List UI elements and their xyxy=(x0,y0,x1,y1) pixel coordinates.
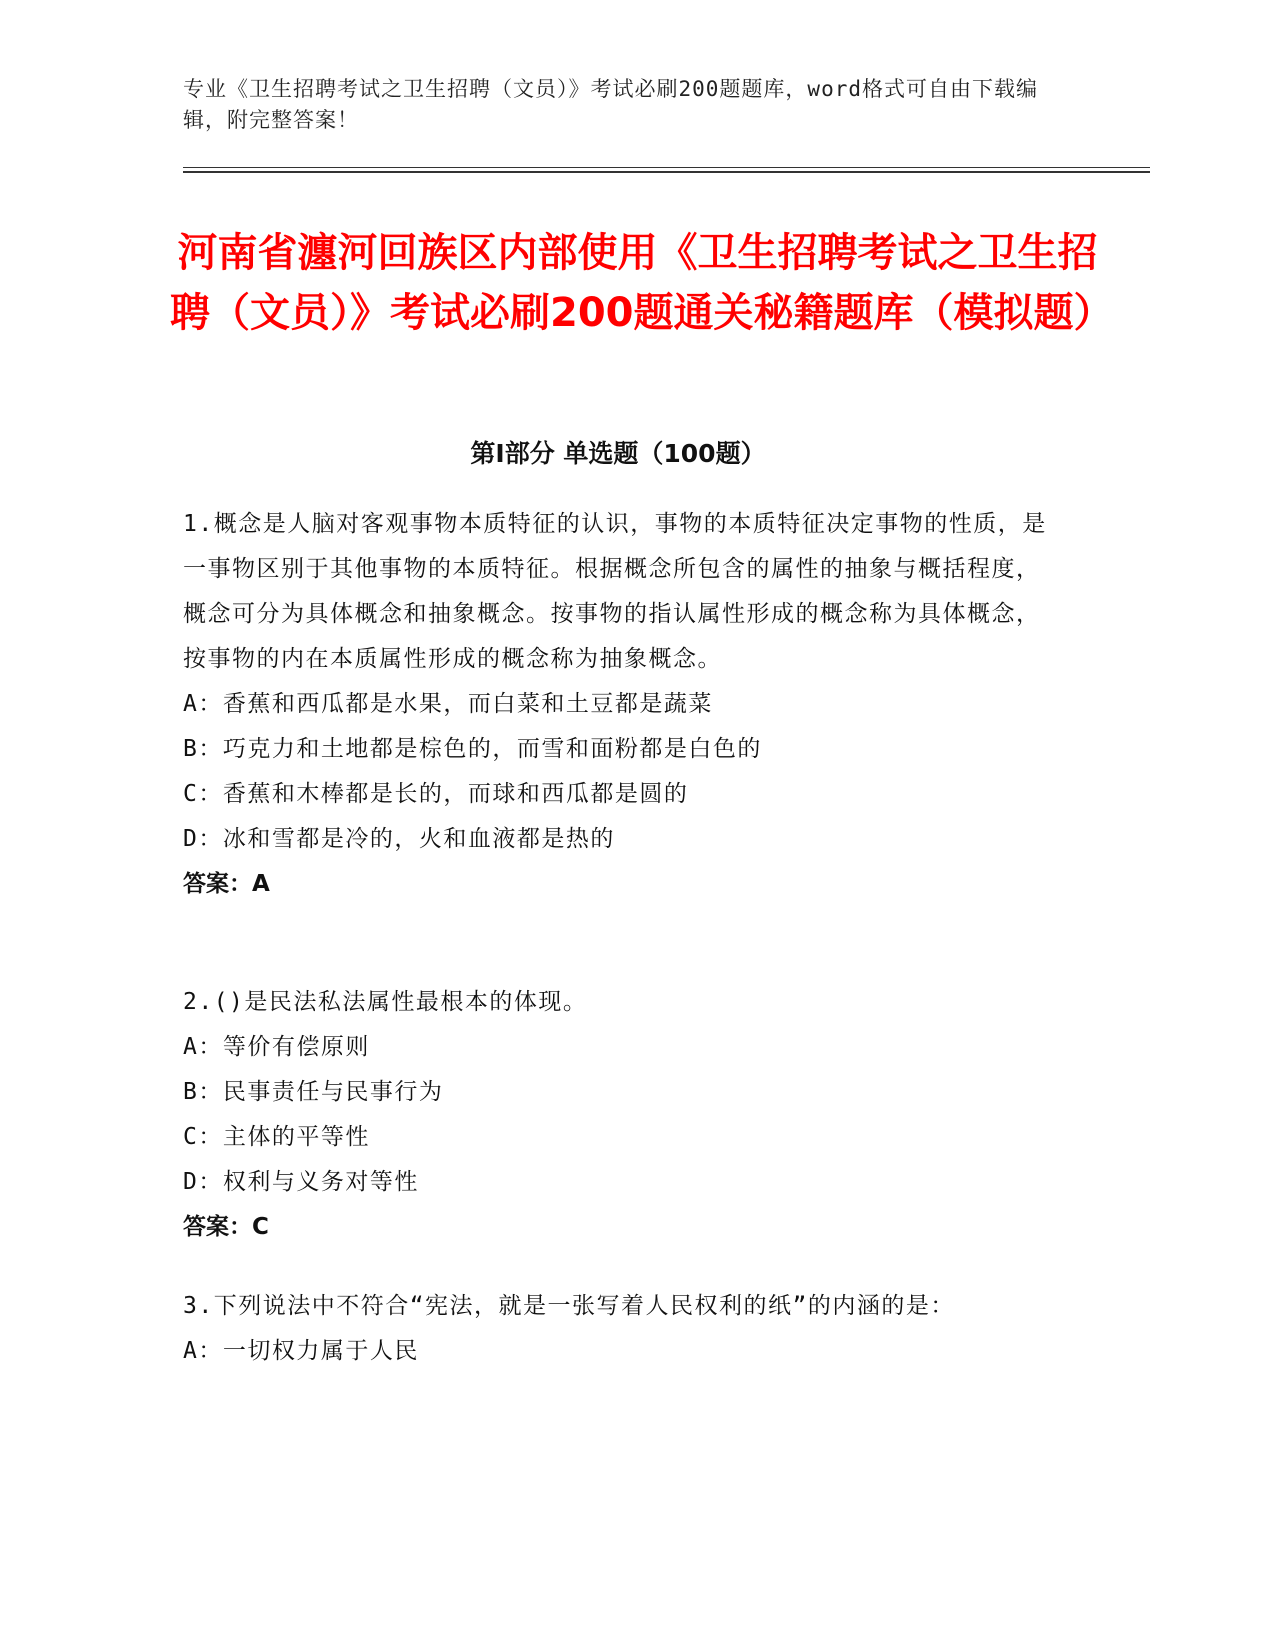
option-c: C：香蕉和木棒都是长的，而球和西瓜都是圆的 xyxy=(183,781,689,807)
option-d: D：权利与义务对等性 xyxy=(183,1169,419,1195)
option-a: A：一切权力属于人民 xyxy=(183,1338,419,1364)
question-1 xyxy=(183,502,1053,907)
answer: 答案：A xyxy=(183,871,270,897)
option-c: C：主体的平等性 xyxy=(183,1124,370,1150)
question-text: 3.下列说法中不符合“宪法，就是一张写着人民权利的纸”的内涵的是： xyxy=(183,1293,955,1319)
option-a: A：香蕉和西瓜都是水果，而白菜和土豆都是蔬菜 xyxy=(183,691,713,717)
question-3 xyxy=(183,1284,1053,1374)
question-2 xyxy=(183,980,1053,1250)
document-title: 河南省瀍河回族区内部使用《卫生招聘考试之卫生招聘（文员）》考试必刷200题通关秘籍题库（模拟题） xyxy=(170,230,1114,336)
header-note: 专业《卫生招聘考试之卫生招聘（文员）》考试必刷200题题库，word格式可自由下载编辑，附完整答案！ xyxy=(183,77,1038,132)
option-b: B：民事责任与民事行为 xyxy=(183,1079,444,1105)
question-text: 1.概念是人脑对客观事物本质特征的认识，事物的本质特征决定事物的性质，是一事物区别于其他事物的本质特征。根据概念所包含的属性的抽象与概括程度，概念可分为具体概念和抽象概念。按事物的指认属性形成的概念称为具体概念，按事物的内在本质属性形成的概念称为抽象概念。 xyxy=(183,511,1047,672)
section-title: 第Ⅰ部分 单选题（100题） xyxy=(470,439,766,468)
question-text: 2.()是民法私法属性最根本的体现。 xyxy=(183,989,588,1015)
option-b: B：巧克力和土地都是棕色的，而雪和面粉都是白色的 xyxy=(183,736,762,762)
header-divider-thin xyxy=(183,167,1150,168)
option-a: A：等价有偿原则 xyxy=(183,1034,370,1060)
answer: 答案：C xyxy=(183,1214,269,1240)
header-divider-thick xyxy=(183,171,1150,173)
option-d: D：冰和雪都是冷的，火和血液都是热的 xyxy=(183,826,615,852)
